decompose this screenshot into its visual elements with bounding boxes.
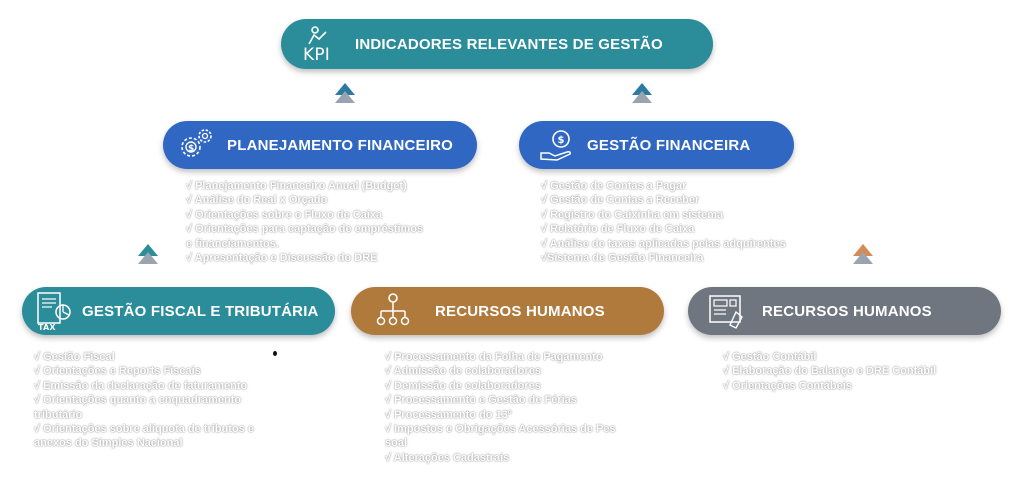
contabil-list bbox=[723, 350, 936, 393]
list-item: √ Apresentação e Discussão do DRE bbox=[186, 252, 378, 265]
arrow-up-icon bbox=[631, 82, 653, 104]
fiscal-pill bbox=[22, 287, 335, 335]
rh-pill bbox=[351, 287, 664, 335]
gestao-financeira-pill bbox=[519, 121, 794, 169]
list-item: √ Orientações Contábeis bbox=[723, 379, 852, 392]
gestao-financeira-label: GESTÃO FINANCEIRA bbox=[587, 136, 751, 154]
svg-text:$: $ bbox=[188, 144, 195, 154]
list-item: √ Gestão Contábil bbox=[723, 351, 817, 363]
list-item: √ Registro do Caixinha em sistema bbox=[541, 208, 724, 221]
calculator-document-icon bbox=[706, 291, 746, 331]
list-item: √ Orientações sobre o Fluxo de Caixa bbox=[186, 208, 383, 221]
list-item: √ Análise do Real x Orçado bbox=[186, 194, 328, 207]
planejamento-list bbox=[186, 179, 423, 265]
contabil-pill bbox=[688, 287, 1001, 335]
list-item: √ Orientações sobre alíquota de tributos e anexos do Simples Nacional bbox=[34, 423, 254, 450]
list-item: √ Análise de taxas aplicadas pelas adquirentes bbox=[541, 237, 786, 250]
rh-list bbox=[385, 350, 616, 465]
list-item: √ Demissão de colaboradores bbox=[385, 379, 541, 392]
list-item: √Sistema de Gestão Financeira bbox=[541, 252, 704, 265]
svg-text:TAX: TAX bbox=[38, 323, 56, 332]
arrow-up-icon bbox=[334, 82, 356, 104]
list-item: √ Orientações e Reports Fiscais bbox=[34, 365, 201, 378]
list-item: √ Alterações Cadastrais bbox=[385, 451, 510, 464]
list-item: √ Planejamento Financeiro Anual (Budget) bbox=[186, 180, 407, 192]
rh-label: RECURSOS HUMANOS bbox=[435, 302, 605, 320]
kpi-header-pill bbox=[281, 19, 713, 69]
gears-dollar-icon bbox=[177, 125, 217, 165]
svg-text:$: $ bbox=[557, 135, 565, 146]
tax-document-icon bbox=[34, 290, 76, 332]
list-item: √ Gestão Fiscal bbox=[34, 351, 115, 363]
gestao-financeira-list bbox=[541, 179, 786, 265]
list-item: √ Orientações para captação de empréstimos e financiamentos. bbox=[186, 223, 424, 250]
hand-money-icon bbox=[537, 125, 577, 165]
list-item: √ Impostos e Obrigações Acessórias de Pes soal bbox=[385, 423, 616, 450]
list-item: √ Emissão da declaração de faturamento bbox=[34, 379, 248, 392]
contabil-label: RECURSOS HUMANOS bbox=[762, 302, 932, 320]
list-item: √ Gestão de Contas a Receber bbox=[541, 194, 700, 207]
stray-dot bbox=[273, 351, 277, 356]
list-item: √ Processamento da Folha de Pagamento bbox=[385, 351, 603, 363]
svg-text:KPI: KPI bbox=[303, 45, 331, 64]
list-item: √ Orientações quanto a enquadramento tributário bbox=[34, 394, 242, 421]
list-item: √ Relatório de Fluxo de Caixa bbox=[541, 223, 695, 236]
kpi-icon bbox=[299, 24, 347, 64]
kpi-label: INDICADORES RELEVANTES DE GESTÃO bbox=[355, 35, 663, 53]
list-item: √ Admissão de colaboradores bbox=[385, 365, 542, 378]
org-chart-icon bbox=[373, 291, 413, 331]
arrow-up-icon bbox=[137, 243, 159, 265]
list-item: √ Gestão de Contas a Pagar bbox=[541, 180, 687, 192]
list-item: √ Processamento do 13º bbox=[385, 408, 512, 421]
list-item: √ Processamento e Gestão de Férias bbox=[385, 394, 577, 407]
arrow-up-icon bbox=[852, 243, 874, 265]
list-item: √ Elaboração do Balanço e DRE Contábil bbox=[723, 365, 937, 378]
fiscal-list bbox=[34, 350, 254, 451]
planejamento-pill bbox=[163, 121, 477, 169]
fiscal-label: GESTÃO FISCAL E TRIBUTÁRIA bbox=[82, 302, 319, 320]
planejamento-label: PLANEJAMENTO FINANCEIRO bbox=[227, 136, 454, 154]
